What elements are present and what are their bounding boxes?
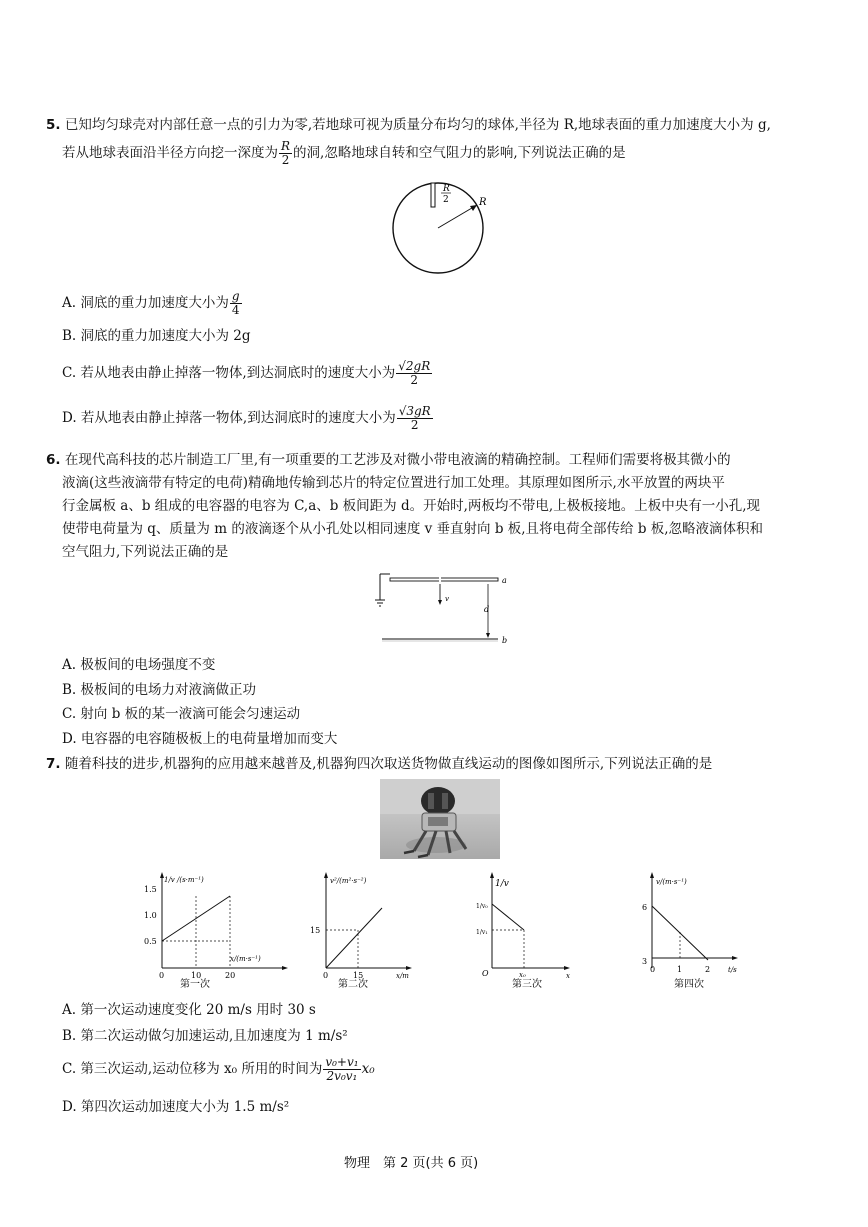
- q7-option-c-post: x₀: [361, 1061, 375, 1077]
- g1-xtick: 0: [159, 971, 165, 980]
- g1-line: [162, 896, 230, 941]
- q6-line3: 行金属板 a、b 组成的电容器的电容为 C,a、b 板间距为 d。开始时,两板均不带电,上极板接地。上板中央有一小孔,现: [62, 498, 760, 514]
- g1-ytick: 0.5: [144, 937, 157, 946]
- frac-num: g: [231, 289, 240, 303]
- q5-depth-num: R: [281, 139, 291, 153]
- g4-ytick-6: 6: [642, 903, 648, 912]
- radius-line: [438, 205, 477, 228]
- label-a: a: [502, 576, 507, 585]
- q7-option-c-text: C. 第三次运动,运动位移为 x₀ 所用的时间为: [62, 1061, 323, 1077]
- q6-option-c: C. 射向 b 板的某一液滴可能会匀速运动: [62, 706, 301, 722]
- q7-number: 7.: [46, 756, 61, 772]
- frac-den: 2v₀v₁: [326, 1069, 358, 1083]
- q5-text-line1: 已知均匀球壳对内部任意一点的引力为零,若地球可视为质量分布均匀的球体,半径为 R,地球表面的重力加速度大小为 g,: [64, 117, 771, 133]
- q7-option-c: [62, 1056, 375, 1083]
- robot-dog-photo: [380, 779, 500, 859]
- g1-ylabel: 1/v /(s·m⁻¹): [164, 876, 204, 884]
- q6-line4: 使带电荷量为 q、质量为 m 的液滴逐个从小孔处以相同速度 v 垂直射向 b 板,且将电荷全部传给 b 板,忽略液滴体积和: [62, 521, 764, 537]
- q5-option-a-fraction: [230, 290, 242, 317]
- g2-xtick-15: 15: [353, 971, 364, 980]
- g3-caption: 第三次: [512, 979, 542, 990]
- g3-ylabel: 1/v: [495, 879, 509, 889]
- hole: [431, 183, 435, 207]
- frac-num: v₀+v₁: [325, 1055, 359, 1069]
- g1-xtick: 10: [191, 971, 202, 980]
- q7-option-b: B. 第二次运动做匀加速运动,且加速度为 1 m/s²: [62, 1028, 348, 1044]
- q6-option-d: D. 电容器的电容随极板上的电荷量增加而变大: [62, 731, 338, 747]
- q7-option-c-fraction: [323, 1056, 360, 1083]
- q5-option-b: B. 洞底的重力加速度大小为 2g: [62, 328, 251, 344]
- label-v: v: [445, 595, 449, 603]
- q5-line1: [46, 116, 771, 134]
- q5-depth-den: 2: [281, 153, 290, 167]
- g1-ytick: 1.0: [144, 911, 157, 920]
- q6-line2: 液滴(这些液滴带有特定的电荷)精确地传输到芯片的特定位置进行加工处理。其原理如图所示,水平放置的两块平: [62, 475, 725, 491]
- hole-label-num: R: [443, 184, 450, 194]
- g1-yticks: [144, 885, 157, 946]
- g1-xlabel: x/(m·s⁻¹): [230, 955, 261, 963]
- graph-first: [132, 868, 292, 990]
- frac-den: 2: [410, 418, 419, 432]
- g3-line: [492, 904, 524, 930]
- q5-option-c-fraction: [396, 360, 432, 387]
- q7-option-a: A. 第一次运动速度变化 20 m/s 用时 30 s: [62, 1002, 316, 1018]
- g4-xlabel: t/s: [728, 966, 737, 974]
- g4-ylabel: v/(m·s⁻¹): [656, 878, 687, 886]
- plate-a: [390, 578, 498, 581]
- frac-den: 4: [231, 303, 240, 317]
- q7-line1: [46, 755, 712, 773]
- g2-ylabel: v²/(m²·s⁻²): [330, 877, 367, 885]
- g4-xtick-2: 2: [705, 965, 711, 974]
- frac-den: 2: [410, 373, 419, 387]
- q5-line2: [62, 140, 626, 167]
- g2-xlabel: x/m: [396, 972, 409, 980]
- g3-xtick-x0: x₀: [519, 971, 526, 979]
- page-footer: 物理 第 2 页(共 6 页): [344, 1156, 479, 1171]
- q5-option-a-text: A. 洞底的重力加速度大小为: [62, 295, 229, 311]
- q5-option-a: [62, 290, 243, 317]
- g1-xtick: 20: [225, 971, 236, 980]
- graph-fourth: [630, 868, 750, 990]
- q5-earth-figure: [385, 178, 495, 278]
- q5-option-d-fraction: [397, 405, 433, 432]
- g3-xlabel: x: [566, 972, 570, 980]
- g2-caption: 第二次: [338, 979, 368, 990]
- g4-xtick-0: 0: [650, 965, 656, 974]
- g3-ytick-v0: 1/v₀: [476, 903, 488, 910]
- q5-option-c-text: C. 若从地表由静止掉落一物体,到达洞底时的速度大小为: [62, 365, 396, 381]
- graph-third: [470, 868, 580, 990]
- label-d: d: [484, 605, 490, 614]
- q5-option-d-text: D. 若从地表由静止掉落一物体,到达洞底时的速度大小为: [62, 410, 396, 426]
- q5-option-d: [62, 405, 434, 432]
- q6-text-line1: 在现代高科技的芯片制造工厂里,有一项重要的工艺涉及对微小带电液滴的精确控制。工程师们需要将极其微小的: [64, 452, 731, 468]
- g3-ytick-v1: 1/v₁: [476, 929, 488, 936]
- frac-num: √2gR: [398, 359, 431, 373]
- q6-line5: 空气阻力,下列说法正确的是: [62, 544, 229, 560]
- g2-xtick-0: 0: [323, 971, 329, 980]
- q6-capacitor-figure: [370, 570, 520, 646]
- robot-head: [421, 787, 455, 815]
- q6-number: 6.: [46, 452, 61, 468]
- graph-second: [300, 868, 430, 990]
- hole-label-den: 2: [443, 195, 449, 205]
- q7-text-line1: 随着科技的进步,机器狗的应用越来越普及,机器狗四次取送货物做直线运动的图像如图所示,下列说法正确的是: [64, 756, 713, 772]
- g1-caption: 第一次: [180, 979, 210, 990]
- q7-option-d: D. 第四次运动加速度大小为 1.5 m/s²: [62, 1099, 290, 1115]
- q5-number: 5.: [46, 117, 61, 133]
- label-b: b: [502, 636, 508, 645]
- q6-line1: [46, 451, 731, 469]
- q5-text-line2-pre: 若从地球表面沿半径方向挖一深度为: [62, 145, 278, 161]
- g4-caption: 第四次: [674, 979, 704, 990]
- q5-depth-fraction: [279, 140, 292, 167]
- g4-xtick-1: 1: [677, 965, 683, 974]
- g2-ytick-15: 15: [310, 926, 321, 935]
- g4-ytick-3: 3: [642, 957, 648, 966]
- q6-option-b: B. 极板间的电场力对液滴做正功: [62, 682, 257, 698]
- frac-num: √3gR: [398, 404, 431, 418]
- g1-ytick: 1.5: [144, 885, 157, 894]
- g3-xtick-o: O: [482, 969, 489, 978]
- radius-label: R: [479, 197, 487, 208]
- g2-line: [326, 908, 382, 968]
- q6-option-a: A. 极板间的电场强度不变: [62, 657, 216, 673]
- q5-text-line2-post: 的洞,忽略地球自转和空气阻力的影响,下列说法正确的是: [293, 145, 626, 161]
- q5-option-c: [62, 360, 433, 387]
